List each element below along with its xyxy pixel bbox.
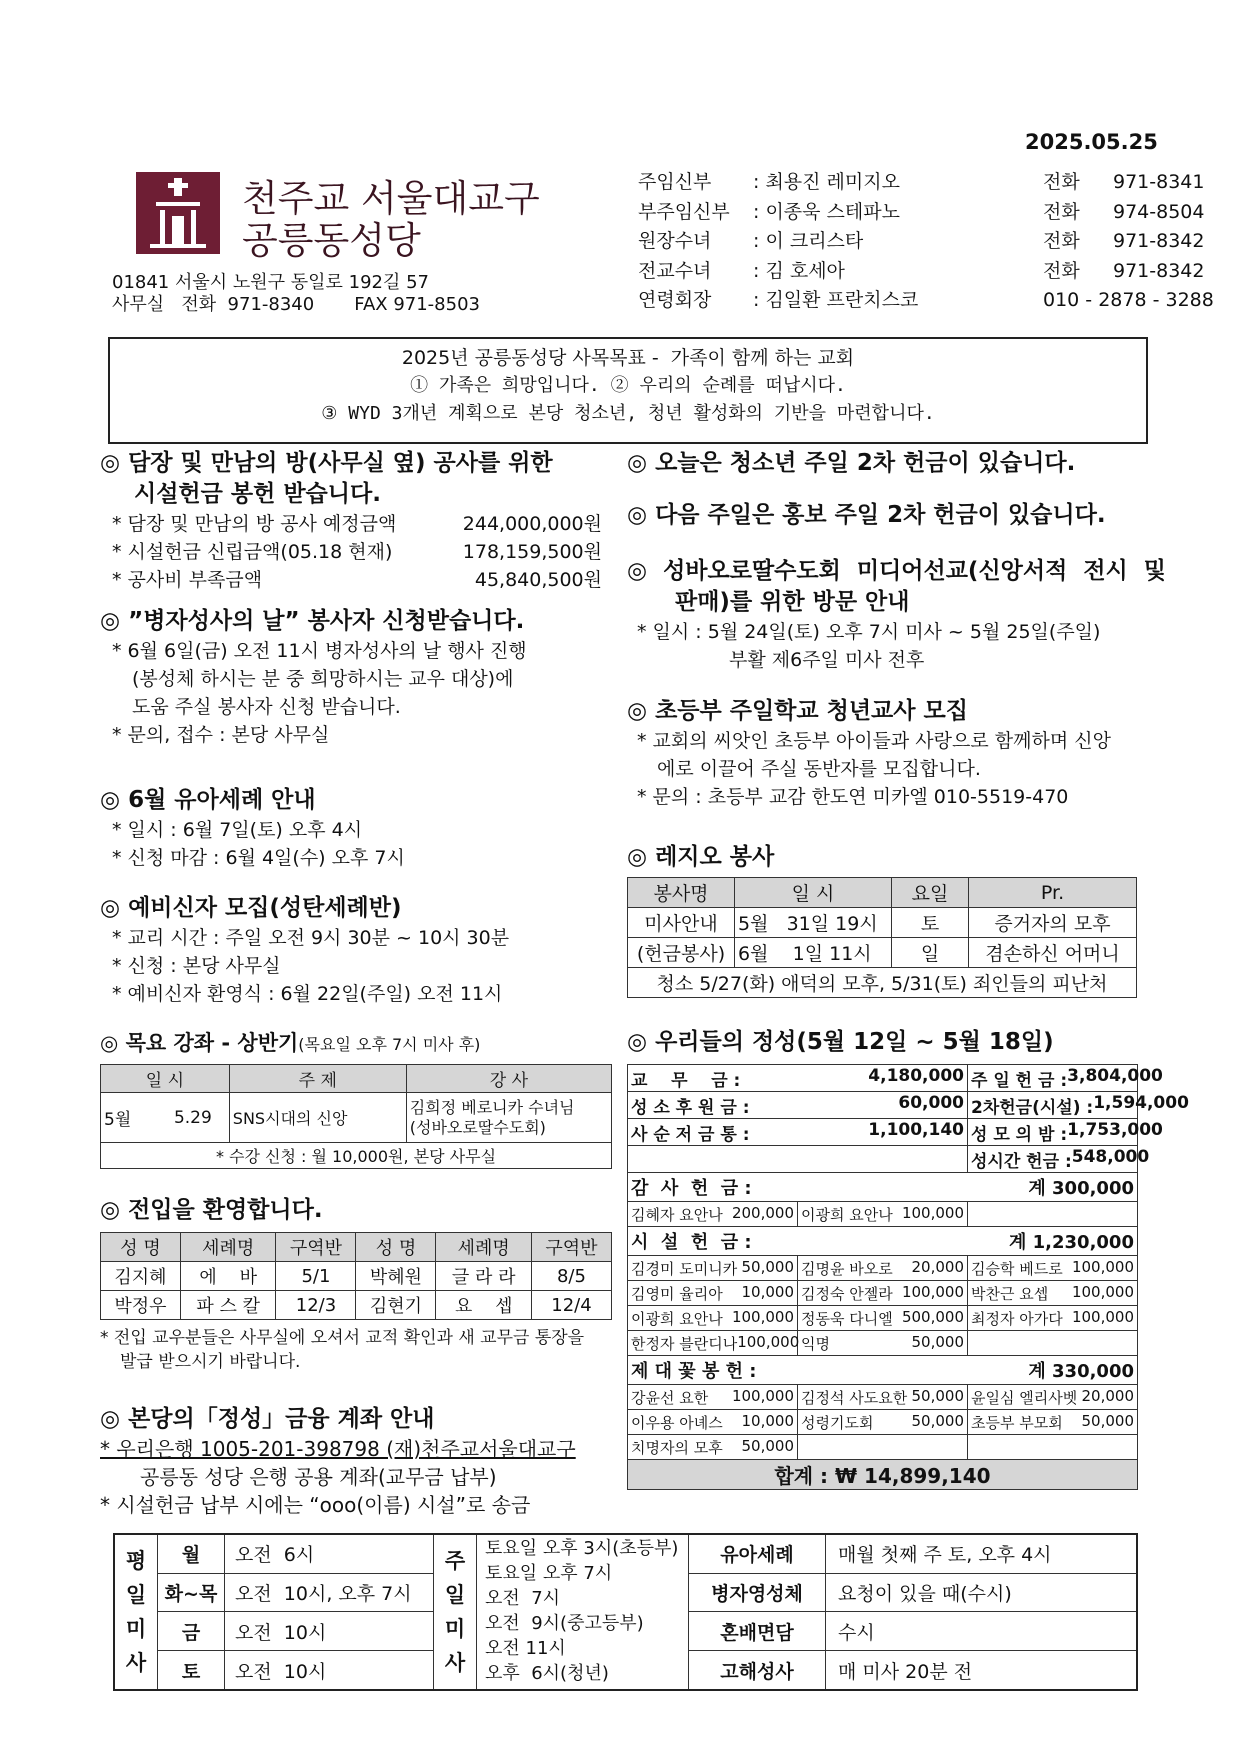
sunday-time: 오전 7시: [485, 1588, 561, 1609]
catechumen-line-3: * 예비신자 환영식 : 6월 22일(주일) 오전 11시: [112, 983, 503, 1005]
phone-number: 010 - 2878 - 3288: [1043, 289, 1214, 311]
donor-cell: [968, 1385, 1138, 1410]
donor-amount: 100,000: [901, 1203, 964, 1222]
amount-value: 178,159,500원: [462, 541, 602, 563]
media-line-2: 부활 제6주일 미사 전후: [729, 649, 925, 671]
mass-schedule-table: [113, 1533, 1138, 1691]
donor-row: [628, 1331, 1138, 1356]
lecture-table: [100, 1064, 612, 1169]
donor-amount: 20,000: [911, 1257, 964, 1276]
column-header: 성 명: [101, 1233, 181, 1262]
header-date: 일 시: [101, 1065, 230, 1093]
staff-list: [638, 167, 1214, 315]
donor-name: 최정자 아가다: [971, 1309, 1063, 1328]
service-weekday: 일: [892, 938, 969, 968]
teacher-line-2: 에로 이끌어 주실 동반자를 모집합니다.: [657, 758, 981, 780]
staff-row: [638, 256, 1214, 286]
donor-cell: [628, 1331, 798, 1356]
section-title: ◎ 본당의「정성」금융 계좌 안내: [100, 1406, 435, 1432]
bank-account-usage: 공릉동 성당 은행 공용 계좌(교무금 납부): [140, 1465, 497, 1489]
donor-amount: 100,000: [731, 1386, 794, 1405]
donor-name: 윤일심 엘리사벳: [971, 1388, 1078, 1407]
service-name: 미사안내: [628, 908, 735, 938]
donor-row: [628, 1256, 1138, 1281]
donor-cell: [798, 1256, 968, 1281]
parish-address: 01841 서울시 노원구 동일로 192길 57: [112, 272, 430, 293]
section-title: ◎ 오늘은 청소년 주일 2차 헌금이 있습니다.: [627, 450, 1076, 476]
table-cell: 12/4: [531, 1291, 611, 1320]
donor-name: 정동욱 다니엘: [801, 1309, 893, 1328]
donor-amount: 50,000: [911, 1411, 964, 1430]
donor-row: [628, 1435, 1138, 1460]
grand-total: 합계 : ₩ 14,899,140: [628, 1460, 1138, 1490]
category-total: 계 330,000: [1028, 1361, 1134, 1382]
table-row: [101, 1262, 612, 1291]
label-char: 미: [125, 1617, 147, 1641]
facility-offering-header: [628, 1227, 1138, 1256]
summary-value: 1,594,000: [1093, 1092, 1189, 1113]
catechumen-line-2: * 신청 : 본당 사무실: [112, 955, 281, 977]
sunday-time: 토요일 오후 7시: [485, 1563, 613, 1584]
sick-line-3: 도움 주실 봉사자 신청 받습니다.: [132, 696, 401, 718]
staff-row: [638, 285, 1214, 315]
parish-org-title: 천주교 서울대교구: [242, 177, 540, 220]
facility-amount-row: [100, 510, 602, 538]
donor-amount: 100,000: [901, 1282, 964, 1301]
bulletin-date: 2025.05.25: [1025, 130, 1158, 154]
grand-total-row: [628, 1460, 1138, 1490]
sick-line-2: (봉성체 하시는 분 중 희망하시는 교우 대상)에: [132, 668, 514, 690]
donor-amount: 50,000: [911, 1332, 964, 1351]
donor-name: 이광희 요안나: [631, 1309, 723, 1328]
section-title: ◎ 레지오 봉사: [627, 844, 775, 870]
donor-cell: [968, 1202, 1138, 1227]
sick-line-4: * 문의, 접수 : 본당 사무실: [112, 724, 330, 746]
weekday-name: 금: [158, 1612, 225, 1651]
summary-label: 사 순 저 금 통 :: [631, 1124, 750, 1145]
infant-line-2: * 신청 마감 : 6월 4일(수) 오후 7시: [112, 847, 405, 869]
sunday-mass-times: [477, 1534, 689, 1690]
sunday-mass-label: [434, 1534, 477, 1690]
goal-title: 2025년 공릉동성당 사목목표 - 가족이 함께 하는 교회: [401, 347, 855, 369]
phone-label: 전화: [1043, 171, 1080, 193]
donor-amount: 10,000: [741, 1411, 794, 1430]
summary-right: [968, 1092, 1189, 1119]
header-weekday: 요일: [892, 878, 969, 908]
donor-cell: [628, 1202, 798, 1227]
service-weekday: 토: [892, 908, 969, 938]
donor-cell: [798, 1202, 968, 1227]
sacrament-time: 요청이 있을 때(수시): [826, 1573, 1138, 1612]
donor-cell: [968, 1306, 1138, 1331]
donor-name: 김정석 사도요한: [801, 1388, 908, 1407]
sacrament-time: 매월 첫째 주 토, 오후 4시: [826, 1534, 1138, 1573]
bank-account-line: * 우리은행 1005-201-398798 (재)천주교서울대교구: [100, 1437, 576, 1461]
category-label: 감 사 헌 금 :: [631, 1178, 752, 1199]
sick-line-1: * 6월 6일(금) 오전 11시 병자성사의 날 행사 진행: [112, 640, 527, 662]
sunday-time: 토요일 오후 3시(초등부): [485, 1538, 679, 1559]
sacrament-time: 수시: [826, 1612, 1138, 1651]
staff-name: : 이 크리스타: [753, 230, 864, 252]
catechumen-line-1: * 교리 시간 : 주일 오전 9시 30분 ~ 10시 30분: [112, 927, 510, 949]
staff-name: : 김일환 프란치스코: [753, 289, 919, 311]
phone-number: 971-8342: [1113, 259, 1205, 282]
category-total: 계 300,000: [1028, 1178, 1134, 1199]
goal-point-3: ③ WYD 3개년 계획으로 본당 청소년, 청년 활성화의 기반을 마련합니다.: [321, 403, 935, 424]
donor-name: 이광희 요안나: [801, 1205, 893, 1224]
service-name-sub: (헌금봉사): [628, 938, 735, 968]
staff-role: 연령회장: [638, 289, 712, 311]
staff-role: 주임신부: [638, 171, 712, 193]
donor-name: 초등부 부모회: [971, 1413, 1063, 1432]
donor-cell: [628, 1256, 798, 1281]
section-title: ◎ 성바오로딸수도회 미디어선교(신앙서적 전시 및: [627, 558, 1166, 584]
weekday-time: 오전 10시: [225, 1651, 434, 1690]
parish-name-title: 공릉동성당: [242, 219, 421, 262]
cathedral-emblem-icon: [136, 172, 220, 254]
donor-cell: [798, 1410, 968, 1435]
service-datetime: 5월 31일 19시: [735, 908, 892, 938]
summary-label: 성 소 후 원 금 :: [631, 1097, 750, 1118]
amount-value: 244,000,000원: [462, 513, 602, 535]
sunday-time: 오전 11시: [485, 1638, 566, 1659]
donor-cell: [798, 1306, 968, 1331]
label-char: 미: [444, 1617, 466, 1641]
parish-logo: [120, 160, 540, 260]
facility-amount-row: [100, 538, 602, 566]
donor-cell: [628, 1281, 798, 1306]
summary-right: [968, 1146, 1150, 1173]
donor-amount: 500,000: [901, 1307, 964, 1326]
lecture-day: 5.29: [157, 1093, 229, 1143]
weekday-name: 월: [158, 1534, 225, 1573]
donor-amount: 50,000: [911, 1386, 964, 1405]
summary-label: 교 무 금 :: [631, 1070, 741, 1091]
donor-cell: [798, 1281, 968, 1306]
donor-amount: 100,000: [1071, 1282, 1134, 1301]
lecture-topic: SNS시대의 신앙: [229, 1093, 406, 1143]
donor-name: 강윤선 요한: [631, 1388, 709, 1407]
teacher-line-3: * 문의 : 초등부 교감 한도연 미카엘 010-5519-470: [637, 786, 1069, 808]
summary-label: 주 일 헌 금 :: [971, 1070, 1068, 1091]
donor-cell: [628, 1385, 798, 1410]
header-datetime: 일 시: [735, 878, 892, 908]
weekday-time: 오전 6시: [225, 1534, 434, 1573]
summary-left: [628, 1119, 968, 1146]
donor-name: 성령기도회: [801, 1413, 874, 1432]
infant-line-1: * 일시 : 6월 7일(토) 오후 4시: [112, 819, 363, 841]
bank-account-section: [100, 1404, 620, 1519]
youth-sunday-notice: [627, 448, 1137, 479]
table-cell: 5/1: [276, 1262, 356, 1291]
lecturer-org: (성바오로딸수도회): [409, 1117, 546, 1137]
amount-label: * 시설헌금 신립금액(05.18 현재): [112, 541, 393, 563]
table-cell: 파 스 칼: [181, 1291, 276, 1320]
section-title-cont: 판매)를 위한 방문 안내: [675, 589, 910, 615]
summary-value: 3,804,000: [1067, 1065, 1163, 1086]
donor-amount: 200,000: [731, 1203, 794, 1222]
donor-amount: 10,000: [741, 1282, 794, 1301]
catechumen-section: [100, 893, 600, 1008]
legio-table: [627, 877, 1137, 998]
welcome-note-1: * 전입 교우분들은 사무실에 오셔서 교적 확인과 새 교무금 통장을: [100, 1328, 585, 1348]
header-topic: 주 제: [229, 1065, 406, 1093]
label-char: 주: [444, 1549, 466, 1573]
thanks-offering-header: [628, 1173, 1138, 1202]
staff-role: 전교수녀: [638, 259, 712, 282]
lecture-month: 5월: [101, 1093, 158, 1143]
office-contact: 사무실 전화 971-8340 FAX 971-8503: [112, 294, 480, 315]
offering-section: [627, 1027, 1189, 1490]
header-lecturer: 강 사: [406, 1065, 611, 1093]
donor-amount: 50,000: [741, 1436, 794, 1455]
welcome-note-2: 발급 받으시기 바랍니다.: [120, 1352, 301, 1372]
table-cell: 박혜원: [356, 1262, 436, 1291]
schedule-row: [114, 1534, 1137, 1573]
donor-name: 한정자 블란디나: [631, 1334, 738, 1353]
amount-label: * 담장 및 만남의 방 공사 예정금액: [112, 513, 397, 535]
donor-name: 김경미 도미니카: [631, 1259, 738, 1278]
phone-number: 971-8341: [1113, 171, 1205, 193]
donor-amount: 50,000: [1081, 1411, 1134, 1430]
sacrament-label: 병자영성체: [689, 1573, 826, 1612]
table-cell: 에 바: [181, 1262, 276, 1291]
sacrament-label: 혼배면담: [689, 1612, 826, 1651]
label-char: 평: [125, 1549, 147, 1573]
weekday-name: 토: [158, 1651, 225, 1690]
table-cell: 8/5: [531, 1262, 611, 1291]
donor-cell: [968, 1435, 1138, 1460]
amount-label: * 공사비 부족금액: [112, 569, 263, 591]
donor-amount: 20,000: [1081, 1386, 1134, 1405]
section-title-cont: 시설헌금 봉헌 받습니다.: [134, 481, 381, 507]
header-service: 봉사명: [628, 878, 735, 908]
section-title: ◎ 전입을 환영합니다.: [100, 1197, 323, 1223]
weekday-name: 화~목: [158, 1573, 225, 1612]
welcome-section: [100, 1195, 615, 1374]
summary-value: 1,753,000: [1067, 1119, 1163, 1140]
table-cell: 김지혜: [101, 1262, 181, 1291]
sacrament-label: 유아세례: [689, 1534, 826, 1573]
column-header: 성 명: [356, 1233, 436, 1262]
goal-point-1-2: ① 가족은 희망입니다. ② 우리의 순례를 떠납시다.: [410, 375, 846, 396]
header-praesidium: Pr.: [969, 878, 1137, 908]
donor-cell: [968, 1331, 1138, 1356]
amount-value: 45,840,500원: [474, 569, 602, 591]
phone-label: 전화: [1043, 259, 1080, 282]
column-header: 세례명: [436, 1233, 531, 1262]
sacrament-time: 매 미사 20분 전: [826, 1651, 1138, 1690]
section-title: ◎ 담장 및 만남의 방(사무실 옆) 공사를 위한: [100, 450, 553, 476]
offering-summary-row: [628, 1065, 1138, 1092]
label-char: 사: [125, 1651, 147, 1675]
donor-amount: 100,000: [1071, 1257, 1134, 1276]
summary-label: 성시간 헌금 :: [971, 1151, 1072, 1172]
service-datetime: 6월 1일 11시: [735, 938, 892, 968]
donor-name: 치명자의 모후: [631, 1438, 723, 1457]
sunday-time: 오후 6시(청년): [485, 1663, 609, 1684]
summary-value: 4,180,000: [868, 1065, 964, 1086]
column-header: 구역반: [531, 1233, 611, 1262]
staff-row: [638, 226, 1214, 256]
table-row: [101, 1291, 612, 1320]
section-title: ◎ 목요 강좌 - 상반기: [100, 1031, 299, 1055]
donor-name: 김명윤 바오로: [801, 1259, 893, 1278]
label-char: 일: [125, 1583, 147, 1607]
staff-role: 부주임신부: [638, 200, 730, 223]
donor-cell: [798, 1385, 968, 1410]
donor-amount: 100,000: [1071, 1307, 1134, 1326]
section-title: ◎ ”병자성사의 날” 봉사자 신청받습니다.: [100, 608, 525, 634]
offering-summary-row: [628, 1119, 1138, 1146]
facility-offering-section: [100, 448, 600, 594]
table-cell: 12/3: [276, 1291, 356, 1320]
welcome-table: [100, 1232, 612, 1320]
donor-name: 익명: [801, 1334, 830, 1353]
section-title: ◎ 초등부 주일학교 청년교사 모집: [627, 698, 968, 724]
staff-name: : 김 호세아: [753, 259, 845, 282]
section-title: ◎ 6월 유아세례 안내: [100, 787, 316, 813]
donor-cell: [628, 1306, 798, 1331]
donor-cell: [968, 1410, 1138, 1435]
pastoral-goal-box: [108, 337, 1148, 444]
table-cell: 요 셉: [436, 1291, 531, 1320]
summary-left: [628, 1092, 968, 1119]
summary-label: 2차헌금(시설) :: [971, 1097, 1094, 1118]
weekday-mass-label: [114, 1534, 158, 1690]
staff-name: : 최용진 레미지오: [753, 171, 900, 193]
category-total: 계 1,230,000: [1008, 1232, 1134, 1253]
altar-flower-header: [628, 1356, 1138, 1385]
weekday-time: 오전 10시: [225, 1612, 434, 1651]
sunday-time: 오전 9시(중고등부): [485, 1613, 644, 1634]
donor-cell: [628, 1410, 798, 1435]
summary-right: [968, 1065, 1163, 1092]
legio-section: [627, 842, 1142, 998]
bank-transfer-note: * 시설헌금 납부 시에는 “ooo(이름) 시설”로 송금: [100, 1493, 531, 1517]
lecture-section: [100, 1028, 615, 1169]
label-char: 사: [444, 1651, 466, 1675]
category-label: 제 대 꽃 봉 헌 :: [631, 1361, 757, 1382]
donor-amount: 50,000: [741, 1257, 794, 1276]
section-title: ◎ 우리들의 정성(5월 12일 ~ 5월 18일): [627, 1029, 1054, 1055]
label-char: 일: [444, 1583, 466, 1607]
donor-name: 박찬근 요셉: [971, 1284, 1049, 1303]
donor-row: [628, 1306, 1138, 1331]
sacrament-label: 고해성사: [689, 1651, 826, 1690]
summary-left: [628, 1146, 968, 1173]
category-label: 시 설 헌 금 :: [631, 1232, 752, 1253]
table-cell: 김현기: [356, 1291, 436, 1320]
offering-summary-row: [628, 1146, 1138, 1173]
summary-value: 60,000: [898, 1092, 964, 1113]
staff-name: : 이종욱 스테파노: [753, 200, 900, 223]
service-praesidium: 증거자의 모후: [969, 908, 1137, 938]
offering-summary-row: [628, 1092, 1138, 1119]
donor-row: [628, 1202, 1138, 1227]
facility-amount-row: [100, 566, 602, 594]
donor-cell: [968, 1281, 1138, 1306]
section-title: ◎ 다음 주일은 홍보 주일 2차 헌금이 있습니다.: [627, 502, 1106, 528]
summary-value: 548,000: [1071, 1146, 1150, 1167]
staff-row: [638, 197, 1214, 227]
offering-table: [627, 1064, 1189, 1490]
lecture-time-note: (목요일 오후 7시 미사 후): [298, 1035, 481, 1054]
phone-label: 전화: [1043, 200, 1080, 223]
teacher-recruit-section: [627, 696, 1142, 811]
donor-name: 김혜자 요안나: [631, 1205, 723, 1224]
summary-right: [968, 1119, 1163, 1146]
summary-label: 성 모 의 밤 :: [971, 1124, 1068, 1145]
donor-cell: [968, 1256, 1138, 1281]
lecturer-name: 김희정 베로니카 수녀님: [409, 1097, 575, 1117]
phone-label: 전화: [1043, 230, 1080, 252]
donor-name: 김정숙 안젤라: [801, 1284, 893, 1303]
table-cell: 박정우: [101, 1291, 181, 1320]
summary-value: 1,100,140: [868, 1119, 964, 1140]
table-cell: 글 라 라: [436, 1262, 531, 1291]
donor-cell: [628, 1435, 798, 1460]
media-line-1: * 일시 : 5월 24일(토) 오후 7시 미사 ~ 5월 25일(주일): [637, 621, 1101, 643]
donor-amount: 100,000: [731, 1307, 794, 1326]
staff-role: 원장수녀: [638, 230, 712, 252]
service-praesidium: 겸손하신 어머니: [969, 938, 1137, 968]
promo-sunday-notice: [627, 500, 1137, 531]
donor-row: [628, 1385, 1138, 1410]
section-title: ◎ 예비신자 모집(성탄세례반): [100, 895, 402, 921]
phone-number: 971-8342: [1113, 230, 1205, 252]
phone-number: 974-8504: [1113, 200, 1205, 223]
staff-row: [638, 167, 1214, 197]
donor-cell: [798, 1331, 968, 1356]
donor-name: 김영미 율리아: [631, 1284, 723, 1303]
sick-anointing-section: [100, 606, 600, 749]
lecture-fee-note: * 수강 신청 : 월 10,000원, 본당 사무실: [101, 1143, 612, 1169]
infant-baptism-section: [100, 785, 600, 872]
donor-row: [628, 1410, 1138, 1435]
donor-cell: [798, 1435, 968, 1460]
cleaning-schedule: 청소 5/27(화) 애덕의 모후, 5/31(토) 죄인들의 피난처: [628, 968, 1137, 998]
donor-name: 김승학 베드로: [971, 1259, 1063, 1278]
column-header: 세례명: [181, 1233, 276, 1262]
media-mission-section: [627, 556, 1166, 674]
donor-row: [628, 1281, 1138, 1306]
donor-name: 이우용 아녜스: [631, 1413, 723, 1432]
donor-amount: 100,000: [737, 1332, 800, 1351]
column-header: 구역반: [276, 1233, 356, 1262]
weekday-time: 오전 10시, 오후 7시: [225, 1573, 434, 1612]
teacher-line-1: * 교회의 씨앗인 초등부 아이들과 사랑으로 함께하며 신앙: [637, 730, 1111, 752]
summary-left: [628, 1065, 968, 1092]
